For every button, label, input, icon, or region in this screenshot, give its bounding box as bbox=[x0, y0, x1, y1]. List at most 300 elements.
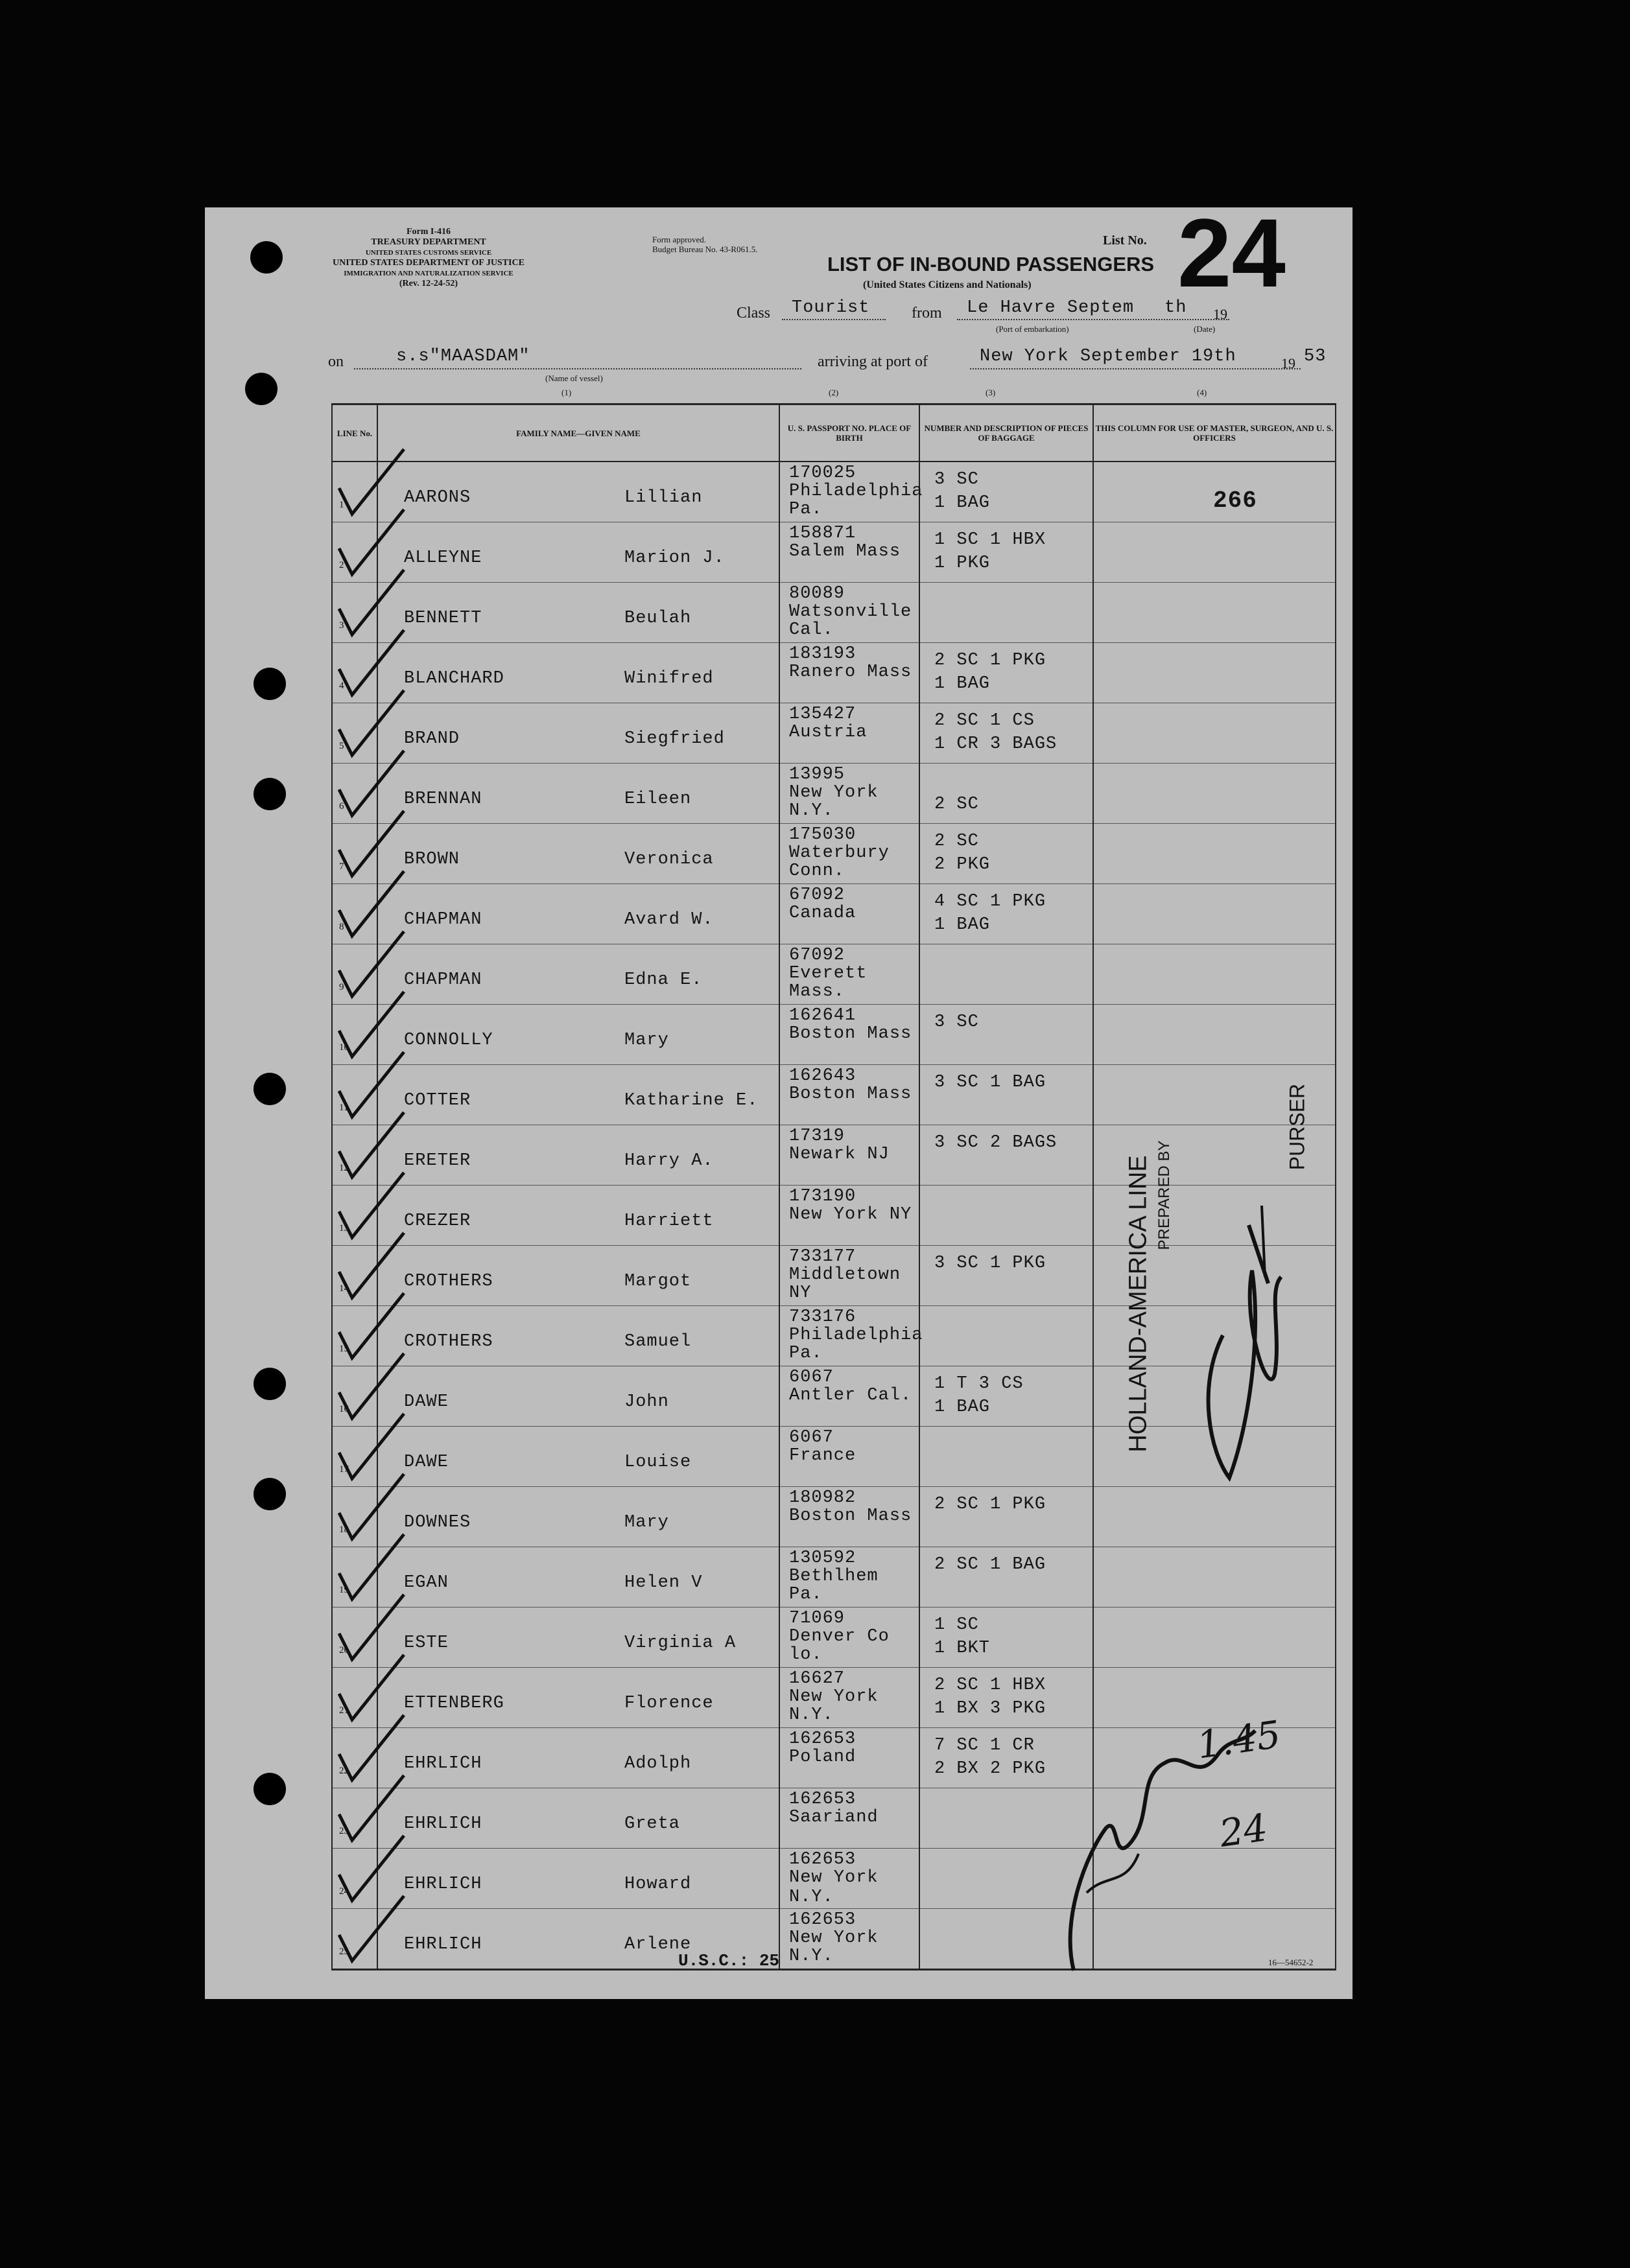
vessel-name: s.s"MAASDAM" bbox=[396, 347, 530, 366]
name-cell bbox=[377, 1607, 779, 1668]
place-of-birth-cont: Cal. bbox=[789, 620, 834, 640]
given-name: Virginia A bbox=[624, 1633, 737, 1653]
name-cell bbox=[377, 1668, 779, 1728]
passport-cell bbox=[779, 764, 919, 824]
passport-number: 733177 bbox=[789, 1247, 856, 1267]
table-header-row bbox=[332, 404, 1336, 462]
place-of-birth-cont: lo. bbox=[789, 1645, 823, 1665]
place-of-birth: New York bbox=[789, 1928, 879, 1948]
table-row bbox=[332, 884, 1336, 944]
given-name: Katharine E. bbox=[624, 1091, 759, 1110]
baggage-cell bbox=[919, 884, 1093, 944]
place-of-birth: Philadelphia bbox=[789, 1326, 923, 1345]
passport-number: 183193 bbox=[789, 644, 856, 664]
baggage-line-1: 4 SC 1 PKG bbox=[934, 892, 1046, 911]
baggage-line-1: 1 T 3 CS bbox=[934, 1374, 1024, 1394]
table-row bbox=[332, 1607, 1336, 1668]
family-name: BLANCHARD bbox=[404, 669, 504, 688]
family-name: BRENNAN bbox=[404, 789, 482, 809]
line-number-cell bbox=[332, 944, 377, 1005]
line-number-cell bbox=[332, 1728, 377, 1788]
baggage-line-1: 2 SC bbox=[934, 832, 979, 851]
given-name: Marion J. bbox=[624, 548, 725, 568]
place-of-birth-cont: Pa. bbox=[789, 500, 823, 519]
baggage-cell bbox=[919, 703, 1093, 764]
place-of-birth: Denver Co bbox=[789, 1627, 890, 1646]
place-of-birth: Middletown bbox=[789, 1265, 901, 1285]
column-number-2: (2) bbox=[829, 388, 839, 397]
passport-number: 170025 bbox=[789, 463, 856, 483]
budget-bureau: Budget Bureau No. 43-R061.5. bbox=[652, 244, 758, 254]
passport-number: 162653 bbox=[789, 1790, 856, 1809]
header-officers: THIS COLUMN FOR USE OF MASTER, SURGEON, AND U. S. OFFICERS bbox=[1093, 404, 1336, 462]
place-of-birth: Boston Mass bbox=[789, 1024, 912, 1044]
passport-number: 6067 bbox=[789, 1368, 834, 1387]
line-number: 15 bbox=[339, 1344, 349, 1354]
passport-number: 733176 bbox=[789, 1307, 856, 1327]
family-name: ALLEYNE bbox=[404, 548, 482, 568]
line-number: 24 bbox=[339, 1886, 349, 1897]
officer-cell bbox=[1093, 1005, 1336, 1065]
column-number-3: (3) bbox=[986, 388, 996, 397]
given-name: Adolph bbox=[624, 1754, 692, 1773]
place-of-birth-cont: Conn. bbox=[789, 861, 845, 881]
name-cell bbox=[377, 884, 779, 944]
given-name: Harry A. bbox=[624, 1151, 714, 1171]
header-baggage: NUMBER AND DESCRIPTION OF PIECES OF BAGGAGE bbox=[919, 404, 1093, 462]
given-name: Winifred bbox=[624, 669, 714, 688]
agency-customs: UNITED STATES CUSTOMS SERVICE bbox=[365, 249, 492, 257]
place-of-birth: Boston Mass bbox=[789, 1084, 912, 1104]
family-name: BRAND bbox=[404, 729, 460, 749]
line-number-cell bbox=[332, 1065, 377, 1125]
name-cell bbox=[377, 1547, 779, 1607]
line-number-cell bbox=[332, 1849, 377, 1909]
family-name: DAWE bbox=[404, 1453, 449, 1472]
line-number: 11 bbox=[339, 1103, 349, 1113]
name-cell bbox=[377, 1788, 779, 1849]
officer-cell bbox=[1093, 824, 1336, 884]
place-of-birth: Antler Cal. bbox=[789, 1386, 912, 1405]
line-number: 6 bbox=[339, 801, 344, 812]
baggage-cell bbox=[919, 824, 1093, 884]
officer-cell bbox=[1093, 643, 1336, 703]
line-number: 3 bbox=[339, 620, 344, 631]
name-cell bbox=[377, 703, 779, 764]
baggage-line-1: 3 SC 1 PKG bbox=[934, 1254, 1046, 1273]
table-row bbox=[332, 462, 1336, 522]
form-approved: Form approved. bbox=[652, 235, 707, 244]
baggage-cell bbox=[919, 1668, 1093, 1728]
table-row bbox=[332, 522, 1336, 583]
baggage-cell bbox=[919, 1005, 1093, 1065]
line-number-cell bbox=[332, 1487, 377, 1547]
footer-usc: U.S.C.: 25 bbox=[678, 1951, 780, 1970]
baggage-line-1: 2 SC 1 HBX bbox=[934, 1676, 1046, 1695]
given-name: Lillian bbox=[624, 488, 703, 508]
line-number: 21 bbox=[339, 1705, 349, 1716]
line-number-cell bbox=[332, 1547, 377, 1607]
line-number-cell bbox=[332, 824, 377, 884]
passport-cell bbox=[779, 643, 919, 703]
officer-cell bbox=[1093, 1668, 1336, 1728]
passport-cell bbox=[779, 1668, 919, 1728]
family-name: EHRLICH bbox=[404, 1935, 482, 1954]
passport-number: 162653 bbox=[789, 1729, 856, 1749]
table-row bbox=[332, 703, 1336, 764]
given-name: Veronica bbox=[624, 850, 714, 869]
line-number-cell bbox=[332, 1306, 377, 1366]
header-line-no: LINE No. bbox=[332, 404, 377, 462]
family-name: ETTENBERG bbox=[404, 1694, 504, 1713]
line-number-cell bbox=[332, 703, 377, 764]
baggage-line-1: 2 SC 1 CS bbox=[934, 711, 1035, 731]
name-cell bbox=[377, 462, 779, 522]
margin-list-note: 24 bbox=[1216, 1805, 1271, 1856]
year-prefix: 19 bbox=[1213, 306, 1227, 322]
column-number-4: (4) bbox=[1197, 388, 1207, 397]
binder-hole bbox=[254, 1073, 286, 1105]
baggage-cell bbox=[919, 1427, 1093, 1487]
baggage-cell bbox=[919, 1065, 1093, 1125]
officer-cell bbox=[1093, 583, 1336, 643]
family-name: CROTHERS bbox=[404, 1272, 493, 1291]
agency-ins: IMMIGRATION AND NATURALIZATION SERVICE bbox=[344, 270, 514, 277]
passport-cell bbox=[779, 1909, 919, 1970]
place-of-birth: New York bbox=[789, 1687, 879, 1707]
embarkation-port: Le Havre Septem bbox=[967, 298, 1135, 318]
name-cell bbox=[377, 1849, 779, 1909]
passport-number: 162643 bbox=[789, 1066, 856, 1086]
given-name: Greta bbox=[624, 1814, 681, 1834]
arriving-label: arriving at port of bbox=[818, 353, 928, 370]
line-number: 14 bbox=[339, 1283, 349, 1294]
given-name: Howard bbox=[624, 1875, 692, 1894]
name-cell bbox=[377, 1427, 779, 1487]
binder-hole bbox=[254, 1368, 286, 1400]
stamp-company: HOLLAND-AMERICA LINE bbox=[1124, 1155, 1152, 1453]
class-value: Tourist bbox=[792, 298, 870, 318]
passport-number: 16627 bbox=[789, 1669, 845, 1689]
line-number: 9 bbox=[339, 982, 344, 992]
place-of-birth-cont: Mass. bbox=[789, 982, 845, 1001]
passport-number: 71069 bbox=[789, 1609, 845, 1628]
place-of-birth: New York bbox=[789, 783, 879, 802]
line-number: 17 bbox=[339, 1464, 349, 1475]
family-name: BENNETT bbox=[404, 609, 482, 628]
name-cell bbox=[377, 944, 779, 1005]
line-number: 16 bbox=[339, 1404, 349, 1414]
passport-cell bbox=[779, 884, 919, 944]
line-number: 2 bbox=[339, 560, 344, 570]
baggage-cell bbox=[919, 1125, 1093, 1186]
place-of-birth: Ranero Mass bbox=[789, 662, 912, 682]
passport-cell bbox=[779, 1125, 919, 1186]
family-name: CROTHERS bbox=[404, 1332, 493, 1351]
place-of-birth: Newark NJ bbox=[789, 1145, 890, 1164]
line-number: 12 bbox=[339, 1163, 349, 1173]
binder-hole bbox=[250, 241, 283, 274]
given-name: Florence bbox=[624, 1694, 714, 1713]
baggage-line-1: 2 SC 1 BAG bbox=[934, 1555, 1046, 1574]
passport-cell bbox=[779, 1728, 919, 1788]
passport-number: 67092 bbox=[789, 946, 845, 965]
arrival-year: 53 bbox=[1304, 347, 1327, 366]
arrival-year-prefix: 19 bbox=[1281, 355, 1295, 371]
baggage-line-2: 1 BX 3 PKG bbox=[934, 1699, 1046, 1718]
line-number: 20 bbox=[339, 1645, 349, 1655]
family-name: CREZER bbox=[404, 1211, 471, 1231]
purser-stamp bbox=[1119, 1063, 1333, 1569]
name-cell bbox=[377, 1246, 779, 1306]
passport-cell bbox=[779, 944, 919, 1005]
name-cell bbox=[377, 1366, 779, 1427]
table-row bbox=[332, 824, 1336, 884]
place-of-birth: New York NY bbox=[789, 1205, 912, 1224]
line-number: 22 bbox=[339, 1766, 349, 1776]
line-number-cell bbox=[332, 1427, 377, 1487]
arrival-port-date: New York September 19th bbox=[980, 347, 1236, 366]
line-number: 23 bbox=[339, 1826, 349, 1836]
place-of-birth-cont: Pa. bbox=[789, 1585, 823, 1604]
place-of-birth: Waterbury bbox=[789, 843, 890, 863]
agency-treasury: TREASURY DEPARTMENT bbox=[371, 237, 486, 247]
page-title: LIST OF IN-BOUND PASSENGERS bbox=[827, 253, 1155, 275]
page-subtitle: (United States Citizens and Nationals) bbox=[863, 279, 1032, 290]
passport-number: 162641 bbox=[789, 1006, 856, 1025]
line-number: 5 bbox=[339, 741, 344, 751]
list-number-label: List No. bbox=[1103, 233, 1147, 248]
baggage-line-1: 1 SC bbox=[934, 1615, 979, 1635]
table-row bbox=[332, 944, 1336, 1005]
place-of-birth: New York N.Y. bbox=[789, 1868, 879, 1907]
table-row bbox=[332, 764, 1336, 824]
line-number-cell bbox=[332, 1668, 377, 1728]
passport-number: 80089 bbox=[789, 584, 845, 603]
family-name: AARONS bbox=[404, 488, 471, 508]
line-number-cell bbox=[332, 1366, 377, 1427]
line-number-cell bbox=[332, 522, 377, 583]
passport-cell bbox=[779, 1005, 919, 1065]
stamp-prepared-by: PREPARED BY bbox=[1155, 1140, 1173, 1250]
baggage-line-2: 1 CR 3 BAGS bbox=[934, 734, 1057, 754]
passport-cell bbox=[779, 583, 919, 643]
passport-number: 135427 bbox=[789, 705, 856, 724]
line-number: 4 bbox=[339, 681, 344, 691]
given-name: Louise bbox=[624, 1453, 692, 1472]
given-name: Siegfried bbox=[624, 729, 725, 749]
baggage-line-2: 1 BAG bbox=[934, 915, 991, 935]
line-number: 18 bbox=[339, 1525, 349, 1535]
baggage-cell bbox=[919, 1607, 1093, 1668]
binder-hole bbox=[254, 778, 286, 810]
table-row bbox=[332, 1005, 1336, 1065]
given-name: Arlene bbox=[624, 1935, 692, 1954]
place-of-birth: Bethlhem bbox=[789, 1567, 879, 1586]
footer-print-code: 16—54652-2 bbox=[1268, 1958, 1314, 1967]
place-of-birth: Everett bbox=[789, 964, 868, 983]
form-header-agencies bbox=[328, 227, 529, 289]
family-name: DAWE bbox=[404, 1392, 449, 1412]
family-name: CHAPMAN bbox=[404, 910, 482, 929]
passport-cell bbox=[779, 1065, 919, 1125]
baggage-line-2: 1 BAG bbox=[934, 674, 991, 694]
passport-number: 17319 bbox=[789, 1127, 845, 1146]
line-number-cell bbox=[332, 1246, 377, 1306]
place-of-birth: Salem Mass bbox=[789, 542, 901, 561]
column-number-1: (1) bbox=[561, 388, 572, 397]
name-cell bbox=[377, 1125, 779, 1186]
passport-number: 162653 bbox=[789, 1850, 856, 1869]
given-name: Helen V bbox=[624, 1573, 703, 1593]
passport-cell bbox=[779, 1788, 919, 1849]
passport-cell bbox=[779, 522, 919, 583]
passport-cell bbox=[779, 1547, 919, 1607]
name-cell bbox=[377, 824, 779, 884]
name-cell bbox=[377, 1186, 779, 1246]
line-number-cell bbox=[332, 1607, 377, 1668]
passport-cell bbox=[779, 1186, 919, 1246]
passport-cell bbox=[779, 1246, 919, 1306]
name-cell bbox=[377, 583, 779, 643]
on-label: on bbox=[328, 353, 344, 370]
baggage-line-2: 2 SC bbox=[934, 795, 979, 814]
line-number-cell bbox=[332, 643, 377, 703]
class-label: Class bbox=[737, 305, 771, 321]
passport-number: 6067 bbox=[789, 1428, 834, 1447]
table-row bbox=[332, 583, 1336, 643]
place-of-birth: Philadelphia bbox=[789, 482, 923, 501]
passport-number: 13995 bbox=[789, 765, 845, 784]
header-name: FAMILY NAME—GIVEN NAME bbox=[377, 404, 779, 462]
passport-cell bbox=[779, 703, 919, 764]
name-cell bbox=[377, 1487, 779, 1547]
list-number: 24 bbox=[1177, 198, 1286, 307]
place-of-birth: Boston Mass bbox=[789, 1506, 912, 1526]
officer-cell bbox=[1093, 522, 1336, 583]
binder-hole bbox=[254, 668, 286, 700]
form-number: Form I-416 bbox=[406, 227, 451, 237]
baggage-line-1: 2 SC 1 PKG bbox=[934, 651, 1046, 670]
baggage-cell bbox=[919, 1487, 1093, 1547]
baggage-cell bbox=[919, 522, 1093, 583]
name-cell bbox=[377, 1065, 779, 1125]
line-number-cell bbox=[332, 1125, 377, 1186]
given-name: Mary bbox=[624, 1031, 669, 1050]
officer-cell bbox=[1093, 944, 1336, 1005]
passport-cell bbox=[779, 1366, 919, 1427]
baggage-line-2: 1 BAG bbox=[934, 493, 991, 513]
binder-hole bbox=[254, 1478, 286, 1510]
given-name: Samuel bbox=[624, 1332, 692, 1351]
line-number-cell bbox=[332, 884, 377, 944]
embarkation-date-suffix: th bbox=[1164, 298, 1187, 318]
from-label: from bbox=[912, 305, 942, 321]
baggage-line-2: 2 BX 2 PKG bbox=[934, 1759, 1046, 1779]
officer-cell bbox=[1093, 1607, 1336, 1668]
passport-cell bbox=[779, 1487, 919, 1547]
given-name: Edna E. bbox=[624, 970, 703, 990]
family-name: EHRLICH bbox=[404, 1875, 482, 1894]
place-of-birth: France bbox=[789, 1446, 856, 1466]
baggage-cell bbox=[919, 1186, 1093, 1246]
table-row bbox=[332, 1668, 1336, 1728]
passport-number: 67092 bbox=[789, 885, 845, 905]
binder-hole bbox=[254, 1773, 286, 1805]
passport-cell bbox=[779, 824, 919, 884]
baggage-line-1: 3 SC bbox=[934, 470, 979, 489]
stamp-purser: PURSER bbox=[1285, 1083, 1309, 1171]
given-name: Margot bbox=[624, 1272, 692, 1291]
line-number-cell bbox=[332, 1186, 377, 1246]
line-number: 8 bbox=[339, 922, 344, 932]
line-number: 19 bbox=[339, 1585, 349, 1595]
officer-cell bbox=[1093, 764, 1336, 824]
passport-cell bbox=[779, 1427, 919, 1487]
passport-number: 130592 bbox=[789, 1549, 856, 1568]
table-row bbox=[332, 643, 1336, 703]
passport-number: 158871 bbox=[789, 524, 856, 543]
officer-cell bbox=[1093, 884, 1336, 944]
baggage-cell bbox=[919, 462, 1093, 522]
given-name: Mary bbox=[624, 1513, 669, 1532]
baggage-cell bbox=[919, 1547, 1093, 1607]
date-caption: (Date) bbox=[1194, 324, 1216, 334]
inspector-signature bbox=[1048, 1724, 1281, 1996]
place-of-birth: Watsonville bbox=[789, 602, 912, 622]
place-of-birth: Saariand bbox=[789, 1808, 879, 1827]
baggage-cell bbox=[919, 764, 1093, 824]
baggage-line-1: 1 SC 1 HBX bbox=[934, 530, 1046, 550]
passport-number: 180982 bbox=[789, 1488, 856, 1508]
place-of-birth-cont: Pa. bbox=[789, 1344, 823, 1363]
family-name: EGAN bbox=[404, 1573, 449, 1593]
line-number-cell bbox=[332, 462, 377, 522]
family-name: EHRLICH bbox=[404, 1754, 482, 1773]
given-name: Harriett bbox=[624, 1211, 714, 1231]
baggage-line-2: 2 PKG bbox=[934, 855, 991, 874]
officer-cell bbox=[1093, 703, 1336, 764]
baggage-line-1: 3 SC 1 BAG bbox=[934, 1073, 1046, 1092]
baggage-cell bbox=[919, 1306, 1093, 1366]
purser-signature bbox=[1119, 1063, 1333, 1569]
family-name: COTTER bbox=[404, 1091, 471, 1110]
passport-cell bbox=[779, 1849, 919, 1909]
baggage-line-1: 7 SC 1 CR bbox=[934, 1736, 1035, 1755]
passport-cell bbox=[779, 1306, 923, 1366]
family-name: DOWNES bbox=[404, 1513, 471, 1532]
baggage-line-1: 3 SC bbox=[934, 1012, 979, 1032]
port-embarkation-caption: (Port of embarkation) bbox=[996, 324, 1069, 334]
place-of-birth-cont: N.Y. bbox=[789, 1947, 834, 1966]
form-approval bbox=[652, 235, 757, 254]
margin-time-note: 1.45 bbox=[1194, 1712, 1284, 1768]
place-of-birth-cont: N.Y. bbox=[789, 801, 834, 821]
line-number: 10 bbox=[339, 1042, 349, 1053]
baggage-cell bbox=[919, 944, 1093, 1005]
baggage-cell bbox=[919, 583, 1093, 643]
baggage-cell bbox=[919, 643, 1093, 703]
name-cell bbox=[377, 1005, 779, 1065]
given-name: John bbox=[624, 1392, 669, 1412]
vessel-caption: (Name of vessel) bbox=[545, 373, 603, 383]
name-cell bbox=[377, 643, 779, 703]
baggage-line-1: 2 SC 1 PKG bbox=[934, 1495, 1046, 1514]
header-passport: U. S. PASSPORT NO. PLACE OF BIRTH bbox=[779, 404, 919, 462]
line-number: 7 bbox=[339, 861, 344, 872]
place-of-birth: Austria bbox=[789, 723, 868, 742]
passenger-manifest-page bbox=[205, 198, 1352, 1999]
